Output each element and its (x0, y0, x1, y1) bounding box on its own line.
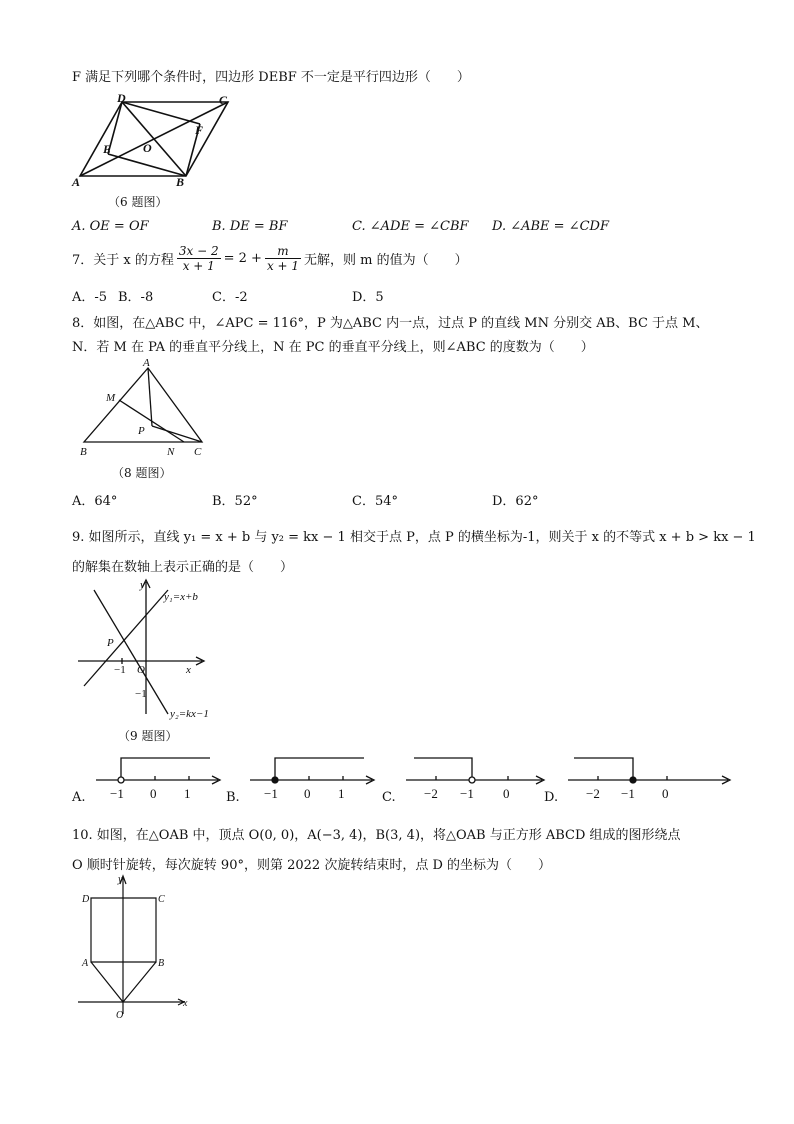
q9-option-b-letter[interactable]: B. (226, 790, 240, 805)
q7-frac1-numerator: 3x − 2 (178, 244, 219, 258)
q9-label-p: P (107, 637, 114, 649)
q8-option-c[interactable]: C．54° (352, 494, 398, 509)
q9-option-d-numberline[interactable] (566, 755, 736, 801)
q8-option-d[interactable]: D．62° (492, 494, 539, 509)
q8-option-b[interactable]: B．52° (212, 494, 258, 509)
q9-option-a-letter[interactable]: A. (72, 790, 86, 805)
q9-option-c-letter[interactable]: C. (382, 790, 396, 805)
q7-option-c[interactable]: C．-2 (212, 290, 248, 305)
q6-label-a: A (72, 175, 81, 188)
q9-c-tick-neg1: −1 (460, 786, 474, 801)
q6-option-c[interactable]: C. ∠ADE = ∠CBF (352, 219, 469, 234)
q7-mid: = 2 + (223, 251, 262, 266)
q10-label-a: A (82, 958, 89, 969)
q10-label-x: x (183, 998, 188, 1009)
q9-label-x: x (186, 664, 191, 676)
q6-option-b[interactable]: B. DE = BF (212, 219, 288, 234)
q6-option-d[interactable]: D. ∠ABE = ∠CDF (492, 219, 609, 234)
q7-option-b[interactable]: B．-8 (118, 290, 154, 305)
q9-label-y1: y₁=x+b (164, 591, 198, 603)
q8-caption: （8 题图） (112, 466, 172, 480)
q8-option-a[interactable]: A．64° (72, 494, 118, 509)
q8-figure (76, 356, 216, 460)
q7-suffix: 无解，则 m 的值为（ ） (304, 253, 468, 268)
q9-label-neg1-x: −1 (114, 664, 126, 676)
q9-b-tick-0: 0 (304, 786, 311, 801)
q9-option-c-numberline[interactable] (404, 755, 550, 801)
q10-label-d: D (82, 894, 90, 905)
q9-c-tick-0: 0 (503, 786, 510, 801)
q8-label-a: A (143, 357, 150, 369)
q10-label-o: O (116, 1010, 124, 1021)
q10-line2: O 顺时针旋转，每次旋转 90°，则第 2022 次旋转结束时，点 D 的坐标为（ ） (72, 858, 552, 873)
q10-label-c: C (158, 894, 165, 905)
q9-line1: 9. 如图所示，直线 y₁ = x + b 与 y₂ = kx − 1 相交于点 P，点 P 的横坐标为-1，则关于 x 的不等式 x + b > kx − 1 (72, 530, 756, 545)
q9-graph (76, 576, 236, 720)
q9-a-tick-1: 1 (184, 786, 191, 801)
q10-label-b: B (158, 958, 165, 969)
q6-label-c: C (219, 93, 228, 107)
q10-label-y: y (118, 874, 123, 885)
q9-caption: （9 题图） (118, 729, 178, 743)
q6-label-d: D (117, 92, 126, 105)
q6-stem: F 满足下列哪个条件时，四边形 DEBF 不一定是平行四边形（ ） (72, 70, 470, 85)
q7-stem (72, 244, 468, 273)
q6-caption: （6 题图） (108, 195, 168, 209)
q9-b-tick-1: 1 (338, 786, 345, 801)
q7-frac1-denominator: x + 1 (182, 259, 215, 273)
q7-prefix: 7．关于 x 的方程 (72, 253, 174, 268)
q9-a-tick-neg1: −1 (110, 786, 124, 801)
q6-label-o: O (143, 141, 152, 155)
q9-option-a-numberline[interactable] (94, 755, 226, 801)
q9-option-b-numberline[interactable] (248, 755, 380, 801)
q9-d-tick-neg2: −2 (586, 786, 600, 801)
q7-frac2-numerator: m (265, 244, 301, 259)
q6-label-f: F (195, 123, 204, 137)
q8-label-b: B (80, 446, 87, 458)
q7-option-a[interactable]: A．-5 (72, 290, 108, 305)
q9-d-tick-0: 0 (662, 786, 669, 801)
q7-option-d[interactable]: D．5 (352, 290, 384, 305)
q8-label-m: M (106, 392, 116, 404)
q8-line1: 8．如图，在△ABC 中，∠APC = 116°，P 为△ABC 内一点，过点 P 的直线 MN 分别交 AB、BC 于点 M、 (72, 316, 709, 331)
q8-label-p: P (138, 425, 145, 437)
q9-label-o: O (137, 664, 145, 676)
q9-c-tick-neg2: −2 (424, 786, 438, 801)
q8-label-c: C (194, 446, 202, 458)
q6-label-b: B (176, 175, 185, 188)
q6-figure (70, 92, 240, 188)
q10-graph (76, 872, 194, 1022)
q9-line2: 的解集在数轴上表示正确的是（ ） (72, 560, 294, 575)
q8-label-n: N (167, 446, 175, 458)
q7-fraction-1 (177, 244, 221, 273)
q9-label-y2: y₂=kx−1 (170, 708, 209, 720)
q9-label-y: y (140, 579, 145, 591)
q9-option-d-letter[interactable]: D. (544, 790, 559, 805)
q9-a-tick-0: 0 (150, 786, 157, 801)
q6-option-a[interactable]: A. OE = OF (72, 219, 149, 234)
q9-label-neg1-y: −1 (135, 688, 147, 700)
q6-label-e: E (103, 142, 112, 156)
q7-frac2-denominator: x + 1 (266, 259, 300, 273)
q9-b-tick-neg1: −1 (264, 786, 278, 801)
q8-line2: N．若 M 在 PA 的垂直平分线上，N 在 PC 的垂直平分线上，则∠ABC 的度数为（ ） (72, 340, 594, 355)
q9-d-tick-neg1: −1 (621, 786, 635, 801)
q7-fraction-2 (265, 244, 301, 273)
q10-line1: 10. 如图，在△OAB 中，顶点 O(0, 0)，A(−3, 4)，B(3, 4)，将△OAB 与正方形 ABCD 组成的图形绕点 (72, 828, 681, 843)
